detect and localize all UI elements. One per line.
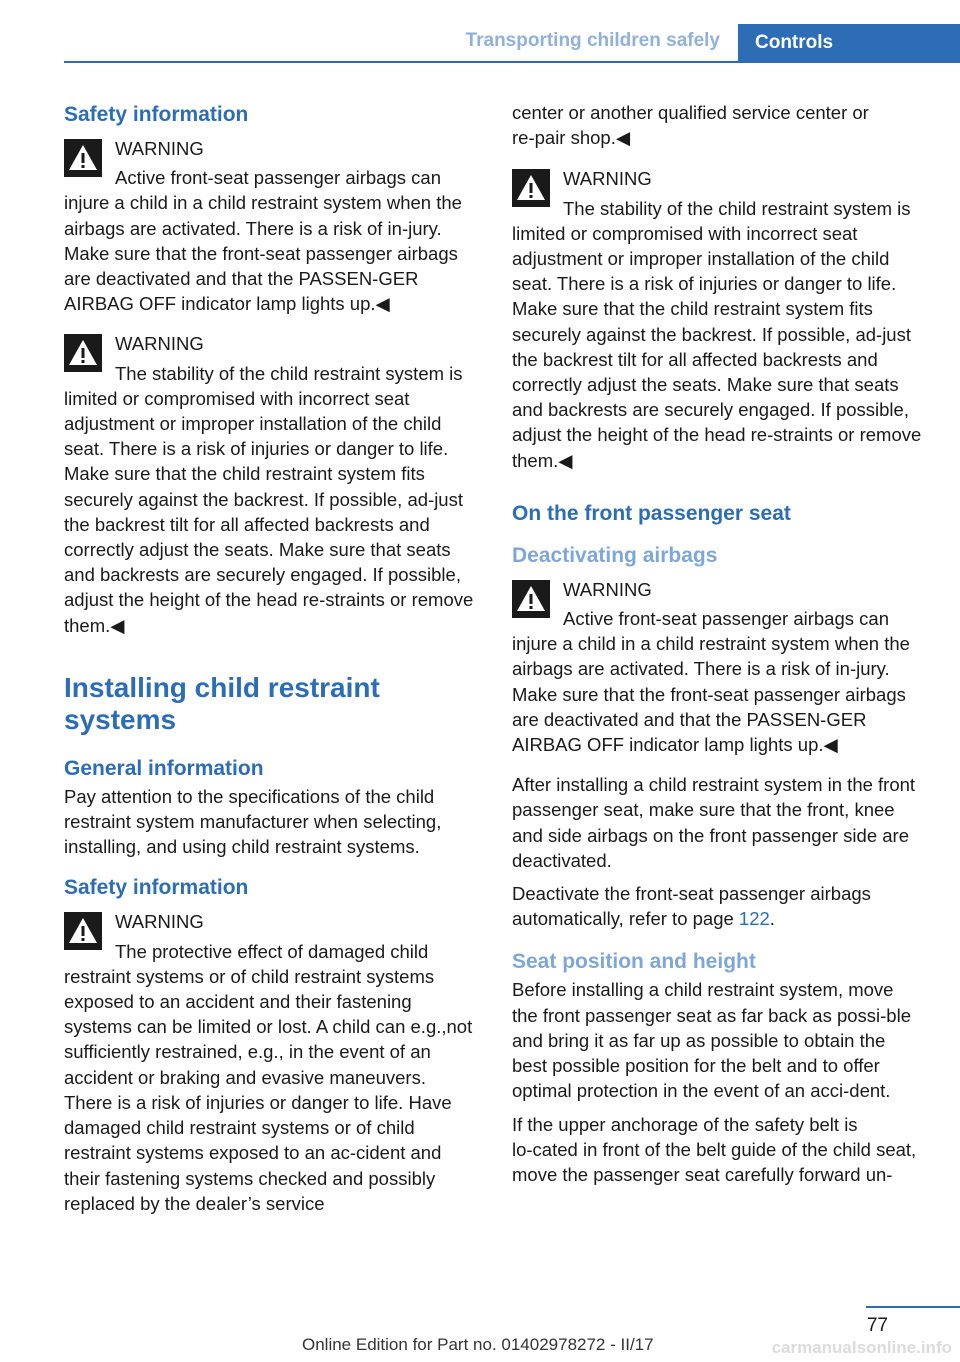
deactivate-text xyxy=(512,881,924,931)
warning-title: WARNING xyxy=(563,578,652,600)
continued-text: center or another qualified service center or re‑pair shop.◀ xyxy=(512,102,869,149)
header-section-title: Transporting children safely xyxy=(465,30,720,51)
warning-triangle-icon xyxy=(64,334,102,372)
warning-title: WARNING xyxy=(115,911,204,933)
upper-anchorage-text: If the upper anchorage of the safety belt is lo‑cated in front of the belt guide of the child seat, move the passenger seat carefully forward un‑ xyxy=(512,1113,917,1185)
warning-text: The stability of the child restraint system is limited or compromised with incorrect seat adjustment or improper installation of the child seat. There is a risk of injuries or danger to life. Make sure that the child restraint system fits securely against the backrest. If possible, ad‑just the backrest tilt for all affected backrests and correctly adjust the seats. Make sure that seats and backrests are securely engaged. If possible, adjust the height of the head re‑straints or remove them.◀ xyxy=(64,362,474,636)
general-information-text: Pay attention to the specifications of the child restraint system manufacturer when selecting, installing, and using child restraint systems. xyxy=(64,785,442,858)
warning-text: Active front-seat passenger airbags can injure a child in a child restraint system when the airbags are activated. There is a risk of in‑jury. Make sure that the front-seat passenger airbags are deactivated and that the PASSEN‑GER AIRBAG OFF indicator lamp lights up.◀ xyxy=(512,608,910,756)
deactivate-text-body: Deactivate the front-seat passenger airbags automatically, refer to page xyxy=(512,883,871,930)
warning-triangle-icon xyxy=(512,580,550,618)
warning-block xyxy=(64,331,476,637)
left-column xyxy=(64,100,476,1231)
warning-text: The stability of the child restraint system is limited or compromised with incorrect seat adjustment or improper installation of the child seat. There is a risk of injuries or danger to life. Make sure that the child restraint system fits securely against the backrest. If possible, ad‑just the backrest tilt for all affected backrests and correctly adjust the seats. Make sure that seats and backrests are securely engaged. If possible, adjust the height of the head re‑straints or remove them.◀ xyxy=(512,197,922,471)
page-number: 77 xyxy=(866,1315,888,1336)
header-tab-controls[interactable]: Controls xyxy=(738,24,960,63)
warning-block xyxy=(64,136,476,316)
general-information-heading: General information xyxy=(64,756,264,780)
page-reference-link[interactable]: 122 xyxy=(738,908,770,930)
warning-title: WARNING xyxy=(115,333,204,355)
warning-block xyxy=(64,909,476,1215)
warning-block xyxy=(512,577,924,757)
right-column xyxy=(512,100,924,1195)
safety-information-heading-2: Safety information xyxy=(64,876,249,900)
warning-title: WARNING xyxy=(563,168,652,190)
after-installing-text: After installing a child restraint system in the front passenger seat, make sure that the front, knee and side airbags on the front passenger side are deactivated. xyxy=(512,774,916,871)
deactivating-airbags-heading: Deactivating airbags xyxy=(512,543,718,567)
installing-child-restraint-heading: Installing child restraint systems xyxy=(64,671,380,735)
warning-block xyxy=(512,166,924,472)
header-rule xyxy=(64,61,960,63)
deactivate-text-end: . xyxy=(769,908,775,930)
warning-triangle-icon xyxy=(64,912,102,950)
warning-triangle-icon xyxy=(512,169,550,207)
safety-information-heading: Safety information xyxy=(64,103,249,126)
watermark: carmanualsonline.info xyxy=(771,1338,952,1357)
seat-position-text: Before installing a child restraint system, move the front passenger seat as far back as possi‑ble and bring it as far up as possible to obtain the best possible position for the belt and to offer optimal protection in the event of an acci‑dent. xyxy=(512,979,911,1102)
front-passenger-seat-heading: On the front passenger seat xyxy=(512,501,791,525)
warning-triangle-icon xyxy=(64,139,102,177)
seat-position-heading: Seat position and height xyxy=(512,950,756,974)
edition-note: Online Edition for Part no. 01402978272 - II/17 xyxy=(302,1335,654,1354)
warning-title: WARNING xyxy=(115,138,204,159)
warning-text: Active front-seat passenger airbags can injure a child in a child restraint system when the airbags are activated. There is a risk of in‑jury. Make sure that the front-seat passenger airbags are deactivated and that the PASSEN‑GER AIRBAG OFF indicator lamp lights up.◀ xyxy=(64,167,462,315)
warning-text: The protective effect of damaged child restraint systems or of child restraint systems exposed to an accident and their fastening systems can be limited or lost. A child can e.g.,not sufficiently restrained, e.g., in the event of an accident or braking and evasive maneuvers. There is a risk of injuries or danger to life. Have damaged child restraint systems or of child restraint systems exposed to an ac‑cident and their fastening systems checked and possibly replaced by the dealer’s service xyxy=(64,940,473,1214)
footer-rule xyxy=(866,1306,960,1308)
